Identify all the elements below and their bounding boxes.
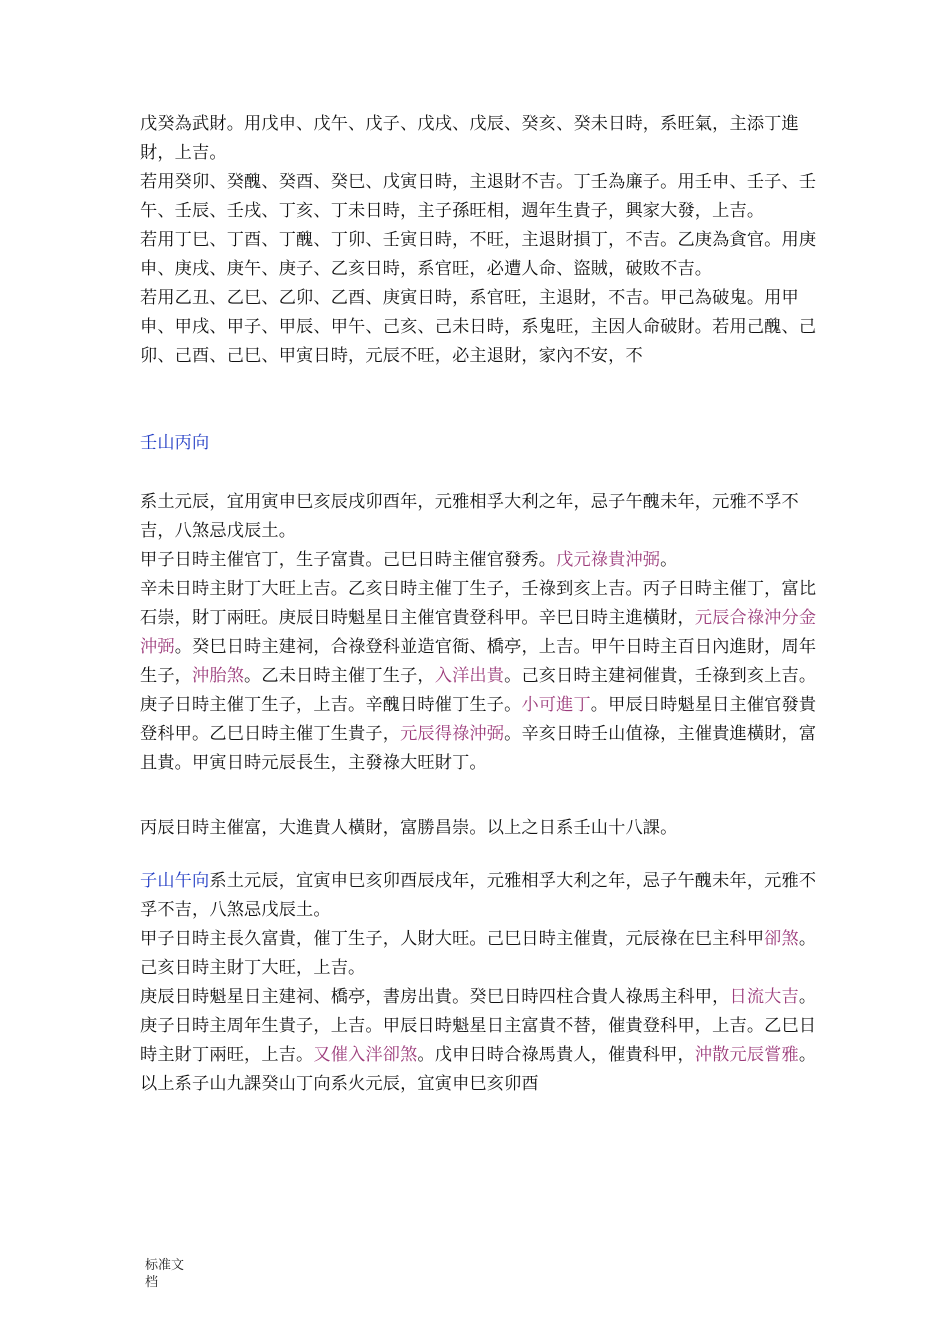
- text-run: 。癸巳日時主建祠，合祿登科並造官衙、橋亭，上吉。甲午日時主百日內進財，周年生子，: [140, 637, 817, 686]
- paragraph-11: [140, 983, 830, 1099]
- paragraph-7: [140, 575, 830, 691]
- highlighted-annotation: 卻煞: [764, 929, 799, 949]
- text-run: 。: [660, 550, 678, 570]
- paragraph-8: [140, 691, 830, 778]
- section-heading: 壬山丙向: [140, 433, 210, 453]
- paragraph-2: [140, 168, 830, 226]
- text-run: 。戊申日時合祿馬貴人，催貴科甲，: [417, 1045, 695, 1065]
- highlighted-annotation: 入洋出貴: [434, 666, 505, 686]
- text-run: 。辛亥日時壬山值祿，主催貴進橫財，富且貴。甲寅日時元辰長生，主發祿大旺財丁。: [140, 724, 817, 773]
- section-heading-ren-shan: [140, 429, 830, 458]
- highlighted-annotation: 戊元祿貴沖弼: [556, 550, 661, 570]
- highlighted-annotation: 又催入泮卻煞: [313, 1045, 418, 1065]
- highlighted-annotation: 元辰合祿沖分金沖弼: [140, 608, 817, 657]
- paragraph-1: [140, 110, 830, 168]
- paragraph-4: [140, 284, 830, 371]
- text-run: 。己亥日時主建祠催貴，壬祿到亥上吉。: [504, 666, 817, 686]
- footer-line-2: 档: [145, 1275, 159, 1290]
- text-run: 庚辰日時魁星日主建祠、橋亭，書房出貴。癸巳日時四柱合貴人祿馬主科甲，: [140, 987, 730, 1007]
- text-run: 辛未日時主財丁大旺上吉。乙亥日時主催丁生子，壬祿到亥上吉。丙子日時主催丁，富比石崇，財丁兩旺。庚辰日時魁星日主催官貴登科甲。辛巳日時主進橫財，: [140, 579, 817, 628]
- text-run: 系土元辰，宜寅申巳亥卯酉辰戌年，元雅相孚大利之年，忌子午醜未年，元雅不孚不吉，八煞忌戊辰土。: [140, 871, 817, 920]
- highlighted-annotation: 小可進丁: [521, 695, 591, 715]
- text-run: 。以上系子山九課癸山丁向系火元辰，宜寅申巳亥卯酉: [140, 1045, 817, 1094]
- text-run: 。庚子日時主周年生貴子，上吉。甲辰日時魁星日主富貴不替，催貴登科甲，上吉。乙巳日時主財丁兩旺，上吉。: [140, 987, 817, 1065]
- text-run: 庚子日時主催丁生子，上吉。辛醜日時催丁生子。: [140, 695, 522, 715]
- text-run: 若用癸卯、癸醜、癸酉、癸巳、戊寅日時，主退財不吉。丁壬為廉子。用壬申、壬子、壬午、壬辰、壬戌、丁亥、丁未日時，主子孫旺相，週年生貴子，興家大發，上吉。: [140, 172, 817, 221]
- highlighted-annotation: 日流大吉: [729, 987, 799, 1007]
- highlighted-annotation: 沖胎煞: [192, 666, 245, 686]
- footer-label: [145, 1257, 184, 1291]
- paragraph-6: [140, 546, 830, 575]
- paragraph-9: [140, 814, 830, 843]
- text-run: 。乙未日時主催丁生子，: [244, 666, 435, 686]
- highlighted-annotation: 元辰得祿沖弼: [400, 724, 505, 744]
- section-zi-shan: [140, 867, 830, 925]
- text-run: 系土元辰，宜用寅申巳亥辰戌卯酉年，元雅相孚大利之年，忌子午醜未年，元雅不孚不吉，八煞忌戊辰土。: [140, 492, 799, 541]
- text-run: 。己亥日時主財丁大旺，上吉。: [140, 929, 817, 978]
- text-run: 戊癸為武財。用戊申、戊午、戊子、戊戌、戊辰、癸亥、癸未日時，系旺氣，主添丁進財，上吉。: [140, 114, 799, 163]
- text-run: 若用丁巳、丁酉、丁醜、丁卯、壬寅日時，不旺，主退財損丁，不吉。乙庚為貪官。用庚申、庚戌、庚午、庚子、乙亥日時，系官旺，必遭人命、盜賊，破敗不吉。: [140, 230, 817, 279]
- highlighted-annotation: 沖散元辰嘗雅: [694, 1045, 799, 1065]
- text-run: 甲子日時主催官丁，生子富貴。己巳日時主催官發秀。: [140, 550, 557, 570]
- paragraph-10: [140, 925, 830, 983]
- footer-line-1: 标准文: [145, 1258, 185, 1273]
- text-run: 丙辰日時主催富，大進貴人橫財，富勝昌崇。以上之日系壬山十八課。: [140, 818, 678, 838]
- document-body: [140, 110, 830, 1099]
- text-run: 甲子日時主長久富貴，催丁生子，人財大旺。己巳日時主催貴，元辰祿在巳主科甲: [140, 929, 765, 949]
- paragraph-3: [140, 226, 830, 284]
- section-heading: 子山午向: [140, 871, 210, 891]
- paragraph-5: [140, 488, 830, 546]
- text-run: 。甲辰日時魁星日主催官發貴登科甲。乙巳日時主催丁生貴子，: [140, 695, 817, 744]
- text-run: 若用乙丑、乙巳、乙卯、乙酉、庚寅日時，系官旺，主退財，不吉。甲己為破鬼。用甲申、甲戌、甲子、甲辰、甲午、己亥、己未日時，系鬼旺，主因人命破財。若用己醜、己卯、己酉、己巳、甲寅日時，元辰不旺，必主退財，家內不安，不: [140, 288, 817, 366]
